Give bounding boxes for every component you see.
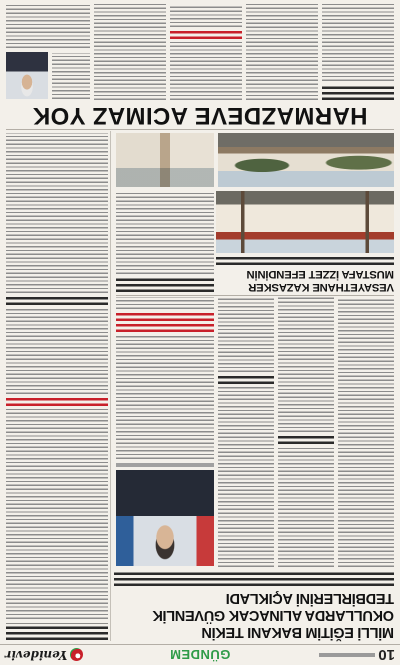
- bottom-story-deck: [322, 85, 394, 100]
- headline-line: MUSTAFA İZZET EFENDİNİN: [246, 268, 394, 280]
- side-story-body: [6, 133, 108, 293]
- main-story-body: [116, 297, 214, 309]
- main-story-body: [278, 447, 334, 567]
- story-divider: [116, 295, 394, 296]
- columnist-photo: [6, 52, 48, 99]
- vesayethane-body: [116, 191, 214, 274]
- building-photo: [216, 191, 394, 253]
- main-story-body: [338, 297, 394, 567]
- bottom-story-body: [170, 42, 242, 100]
- column-divider: [110, 131, 111, 641]
- bottom-story-body: [246, 4, 318, 100]
- bottom-story-body: [94, 4, 166, 100]
- side-story-subhead: [6, 397, 108, 406]
- column-body: [6, 4, 90, 48]
- main-story-subhead: [278, 435, 334, 444]
- bottom-story-subhead: [170, 30, 242, 39]
- bottom-story-body: [170, 4, 242, 27]
- main-story-subhead: [218, 375, 274, 384]
- main-story-body: [218, 297, 274, 372]
- headline-line: TEDBİRLERİNİ AÇIKLADI: [226, 590, 394, 606]
- main-story-body: [278, 297, 334, 432]
- side-story-body: [6, 308, 108, 394]
- bottom-story-body: [322, 4, 394, 81]
- main-story-deck: [114, 572, 394, 586]
- page-number: 10: [378, 646, 395, 663]
- side-story-body: [6, 409, 108, 619]
- vesayethane-headline: [216, 267, 394, 293]
- main-story-highlight: [116, 312, 214, 332]
- column-body: [52, 53, 90, 99]
- logo-emblem-icon: [70, 649, 83, 662]
- minister-photo: [116, 470, 214, 566]
- story-divider: [6, 129, 394, 130]
- logo-text: Yenidevir: [5, 648, 68, 662]
- newspaper-logo: [5, 647, 83, 663]
- headline-line: VESAYETHANE KAZASKER: [248, 281, 394, 293]
- street-photo: [218, 133, 394, 187]
- page-header: [0, 644, 400, 665]
- section-title: GÜNDEM: [169, 647, 231, 662]
- main-story-headline: [112, 589, 394, 640]
- headline-line: OKULLARDA ALINACAK GÜVENLİK: [152, 607, 394, 623]
- houses-photo: [116, 133, 214, 187]
- side-story-subhead: [6, 296, 108, 305]
- bottom-story-headline: HARMAZDEVE ACIMAZ YOK: [32, 102, 368, 129]
- side-story-headline: [6, 623, 108, 640]
- photo-caption: [116, 463, 214, 467]
- vesayethane-deck: [216, 256, 394, 265]
- vesayethane-subhead: [116, 277, 214, 292]
- main-story-body: [218, 387, 274, 567]
- headline-line: MİLLİ EĞİTİM BAKANI TEKİN: [201, 624, 394, 640]
- date-line: [319, 653, 375, 657]
- main-story-body: [116, 335, 214, 459]
